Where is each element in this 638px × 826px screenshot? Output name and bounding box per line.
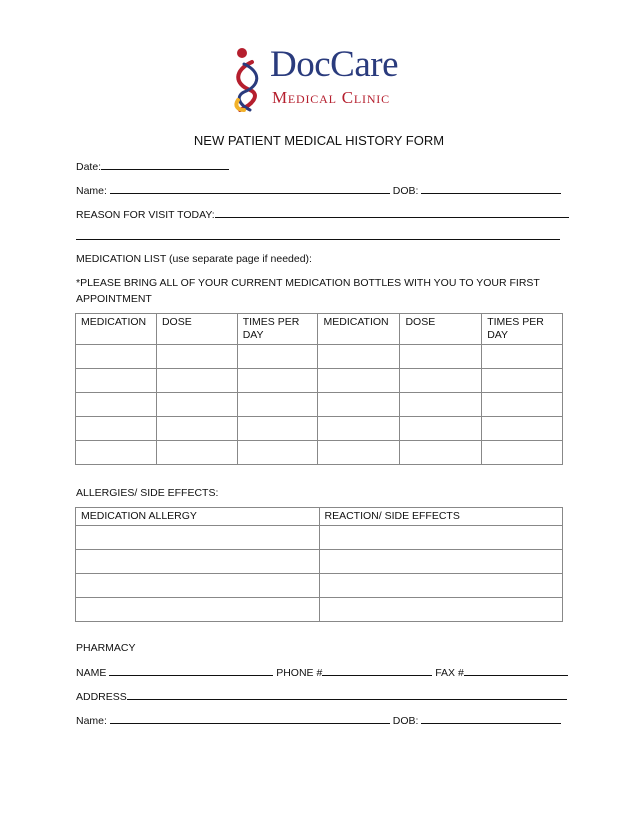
medication-cell[interactable]	[482, 369, 563, 393]
medication-cell[interactable]	[400, 393, 482, 417]
allergy-cell[interactable]	[319, 550, 563, 574]
name-field-2[interactable]	[110, 712, 390, 724]
allergy-header-cell: MEDICATION ALLERGY	[76, 508, 320, 526]
allergy-cell[interactable]	[76, 598, 320, 622]
medication-row	[76, 417, 563, 441]
medication-cell[interactable]	[400, 369, 482, 393]
allergy-cell[interactable]	[319, 598, 563, 622]
allergy-row	[76, 526, 563, 550]
bring-note: *PLEASE BRING ALL OF YOUR CURRENT MEDICATION BOTTLES WITH YOU TO YOUR FIRST	[76, 277, 540, 289]
allergy-row	[76, 574, 563, 598]
clinic-logo	[230, 44, 420, 114]
medication-list-label: MEDICATION LIST (use separate page if needed):	[76, 253, 312, 265]
allergy-header-row	[76, 508, 563, 526]
allergies-label: ALLERGIES/ SIDE EFFECTS:	[76, 487, 219, 499]
address-label: ADDRESS	[76, 691, 127, 703]
medication-cell[interactable]	[318, 441, 400, 465]
dob-label-2: DOB:	[392, 715, 419, 727]
medication-cell[interactable]	[156, 393, 237, 417]
reason-field[interactable]	[215, 206, 569, 218]
dob-label: DOB:	[392, 185, 419, 197]
medication-cell[interactable]	[318, 369, 400, 393]
medication-table	[75, 313, 563, 465]
fax-field[interactable]	[464, 664, 568, 676]
medication-cell[interactable]	[76, 393, 157, 417]
medication-cell[interactable]	[482, 393, 563, 417]
reason-row	[76, 206, 569, 222]
medication-cell[interactable]	[482, 417, 563, 441]
allergy-table	[75, 507, 563, 622]
pharmacy-name-label: NAME	[76, 667, 107, 679]
date-row	[76, 158, 229, 174]
medication-header-cell: MEDICATION	[76, 314, 157, 345]
medication-cell[interactable]	[156, 369, 237, 393]
phone-field[interactable]	[322, 664, 432, 676]
dob-field-2[interactable]	[421, 712, 561, 724]
pharmacy-name-field[interactable]	[109, 664, 273, 676]
medication-row	[76, 393, 563, 417]
name-label: Name:	[76, 185, 107, 197]
medication-cell[interactable]	[76, 441, 157, 465]
address-row	[76, 688, 567, 704]
medication-cell[interactable]	[237, 393, 318, 417]
medication-cell[interactable]	[318, 345, 400, 369]
medication-cell[interactable]	[237, 441, 318, 465]
medication-cell[interactable]	[237, 417, 318, 441]
medication-cell[interactable]	[156, 345, 237, 369]
pharmacy-contact-row	[76, 664, 568, 680]
medication-header-cell: TIMES PER DAY	[482, 314, 563, 345]
medication-header-cell: TIMES PER DAY	[237, 314, 318, 345]
dob-field[interactable]	[421, 182, 561, 194]
allergy-cell[interactable]	[76, 550, 320, 574]
name-label-2: Name:	[76, 715, 107, 727]
medication-row	[76, 441, 563, 465]
medication-cell[interactable]	[76, 369, 157, 393]
logo-name: DocCare	[270, 44, 398, 85]
allergy-row	[76, 598, 563, 622]
caduceus-figure-icon	[230, 44, 266, 112]
name-dob-row	[76, 182, 561, 198]
name-dob-row-2	[76, 712, 561, 728]
medication-header-cell: DOSE	[400, 314, 482, 345]
medication-cell[interactable]	[237, 345, 318, 369]
fax-label: FAX #	[435, 667, 464, 679]
medication-cell[interactable]	[400, 345, 482, 369]
medication-header-cell: DOSE	[156, 314, 237, 345]
medication-cell[interactable]	[400, 417, 482, 441]
reason-field-2[interactable]	[76, 228, 560, 240]
pharmacy-label: PHARMACY	[76, 642, 136, 654]
bring-note-2: APPOINTMENT	[76, 293, 152, 305]
reason-label: REASON FOR VISIT TODAY:	[76, 209, 215, 221]
medication-cell[interactable]	[482, 441, 563, 465]
allergy-cell[interactable]	[319, 526, 563, 550]
allergy-cell[interactable]	[76, 574, 320, 598]
medication-cell[interactable]	[76, 417, 157, 441]
date-label: Date:	[76, 161, 102, 173]
name-field[interactable]	[110, 182, 390, 194]
allergy-row	[76, 550, 563, 574]
logo-subtitle: Medical Clinic	[272, 88, 390, 107]
address-field[interactable]	[127, 688, 567, 700]
allergy-header-cell: REACTION/ SIDE EFFECTS	[319, 508, 563, 526]
medication-row	[76, 345, 563, 369]
medication-header-cell: MEDICATION	[318, 314, 400, 345]
medication-cell[interactable]	[400, 441, 482, 465]
medication-row	[76, 369, 563, 393]
form-title: NEW PATIENT MEDICAL HISTORY FORM	[193, 133, 445, 148]
medication-header-row	[76, 314, 563, 345]
date-field[interactable]	[101, 158, 229, 170]
allergy-cell[interactable]	[319, 574, 563, 598]
reason-row-2	[76, 228, 560, 244]
allergy-cell[interactable]	[76, 526, 320, 550]
medication-cell[interactable]	[318, 393, 400, 417]
medication-cell[interactable]	[156, 441, 237, 465]
medication-cell[interactable]	[156, 417, 237, 441]
phone-label: PHONE #	[276, 667, 323, 679]
medication-cell[interactable]	[482, 345, 563, 369]
medication-cell[interactable]	[237, 369, 318, 393]
medication-cell[interactable]	[318, 417, 400, 441]
medication-cell[interactable]	[76, 345, 157, 369]
